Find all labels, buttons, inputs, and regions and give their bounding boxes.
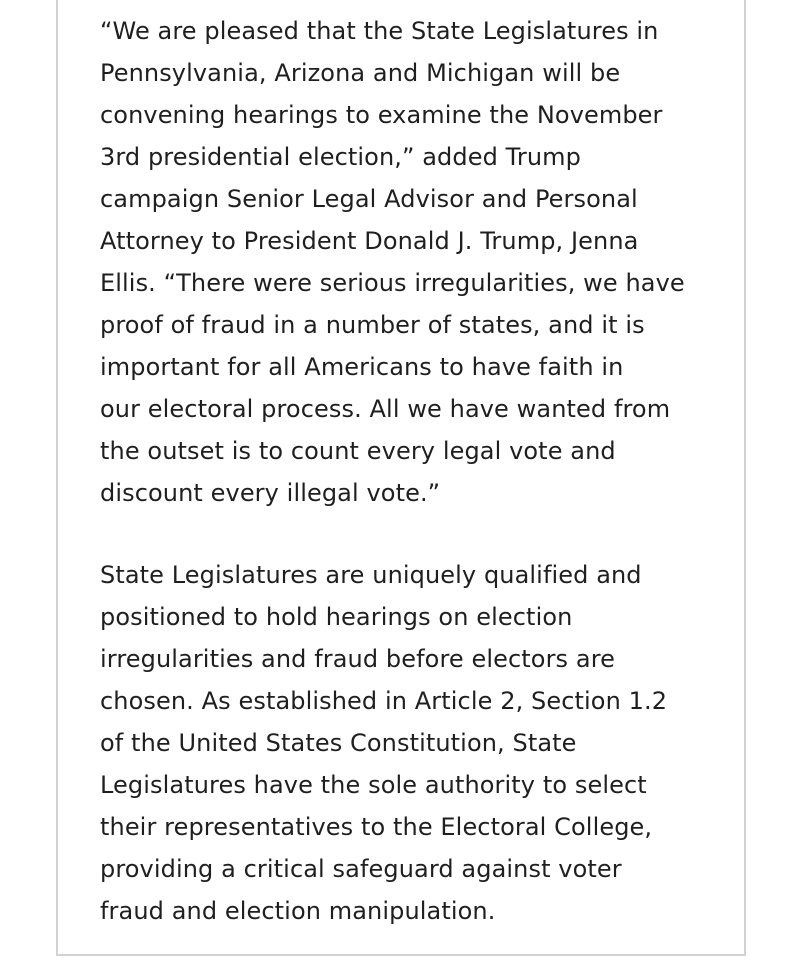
text-line: “We are pleased that the State Legislatures in — [100, 17, 659, 45]
paragraph-quote — [100, 10, 718, 514]
text-line: Pennsylvania, Arizona and Michigan will be — [100, 59, 621, 87]
text-line: fraud and election manipulation. — [100, 897, 496, 925]
text-line: Legislatures have the sole authority to select — [100, 771, 647, 799]
text-line: Ellis. “There were serious irregularities, we have — [100, 269, 685, 297]
text-line: convening hearings to examine the November — [100, 101, 663, 129]
text-line: proof of fraud in a number of states, and it is — [100, 311, 645, 339]
text-line: our electoral process. All we have wanted from — [100, 395, 671, 423]
text-line: 3rd presidential election,” added Trump — [100, 143, 581, 171]
text-line: the outset is to count every legal vote and — [100, 437, 616, 465]
text-line: positioned to hold hearings on election — [100, 603, 573, 631]
text-line: chosen. As established in Article 2, Section 1.2 — [100, 687, 668, 715]
article-body — [100, 10, 718, 932]
text-line: providing a critical safeguard against voter — [100, 855, 622, 883]
text-line: important for all Americans to have faith in — [100, 353, 624, 381]
text-line: State Legislatures are uniquely qualified and — [100, 561, 642, 589]
text-line: discount every illegal vote.” — [100, 479, 441, 507]
text-line: Attorney to President Donald J. Trump, Jenna — [100, 227, 639, 255]
text-line: of the United States Constitution, State — [100, 729, 577, 757]
text-line: campaign Senior Legal Advisor and Personal — [100, 185, 638, 213]
article-card — [56, 0, 746, 956]
text-line: irregularities and fraud before electors are — [100, 645, 615, 673]
paragraph-legislatures — [100, 554, 718, 932]
text-line: their representatives to the Electoral College, — [100, 813, 653, 841]
